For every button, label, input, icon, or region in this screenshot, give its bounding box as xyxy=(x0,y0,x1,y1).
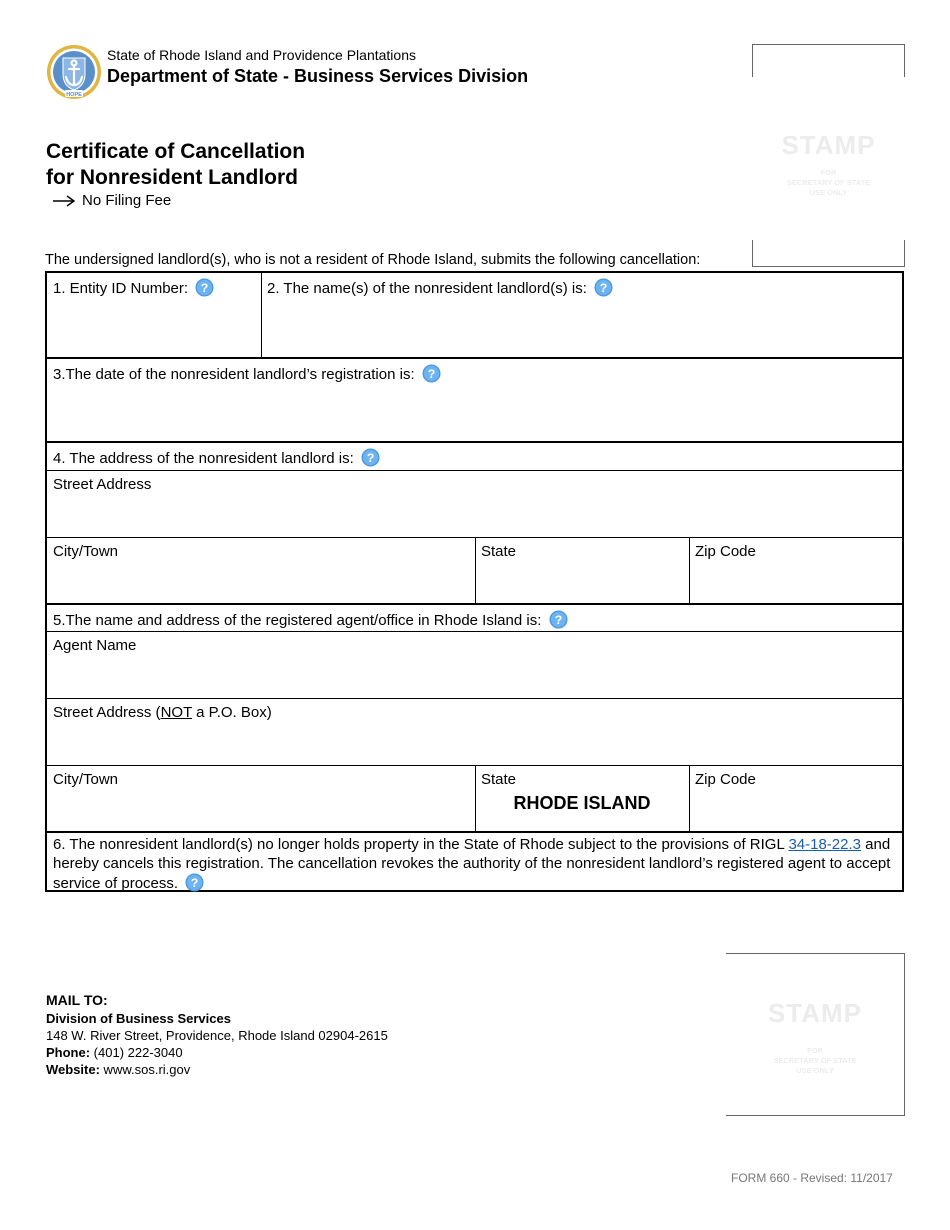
cancellation-form xyxy=(45,271,904,892)
mail-address: 148 W. River Street, Providence, Rhode Island 02904-2615 xyxy=(46,1028,388,1043)
statement-text-part1: 6. The nonresident landlord(s) no longer holds property in the State of Rhode subject to the provisions of RIGL xyxy=(53,836,789,853)
rigl-statute-link[interactable]: 34-18-22.3 xyxy=(788,836,861,853)
seal-text: HOPE xyxy=(66,92,82,98)
mail-to-heading: MAIL TO: xyxy=(46,992,108,1008)
stamp-note-line: USE ONLY xyxy=(809,188,848,197)
agent-street-field[interactable] xyxy=(47,699,902,765)
website-url: www.sos.ri.gov xyxy=(99,1062,191,1077)
state-name: State of Rhode Island and Providence Plantations xyxy=(107,47,416,63)
agent-heading xyxy=(47,605,902,631)
svg-text:?: ? xyxy=(427,366,436,381)
entity-id-label: 1. Entity ID Number: xyxy=(53,280,189,297)
stamp-note-line: FOR xyxy=(820,168,837,177)
registration-date-label: 3.The date of the nonresident landlord’s registration is: xyxy=(53,366,415,383)
department-name: Department of State - Business Services Division xyxy=(107,66,529,86)
agent-street-label-prefix: Street Address ( xyxy=(53,704,161,721)
landlord-address-heading xyxy=(47,443,902,470)
stamp-note-line: SECRETARY OF STATE xyxy=(786,178,871,187)
agent-city-field[interactable] xyxy=(47,766,475,831)
help-icon[interactable] xyxy=(185,873,204,892)
landlord-name-label: 2. The name(s) of the nonresident landlord(s) is: xyxy=(267,280,587,297)
mail-phone xyxy=(46,1044,388,1061)
arrow-right-icon xyxy=(52,195,76,207)
agent-city-label: City/Town xyxy=(53,771,119,788)
stamp-label: STAMP xyxy=(767,998,863,1028)
agent-heading-text: 5.The name and address of the registered agent/office in Rhode Island is: xyxy=(53,612,542,629)
help-icon[interactable] xyxy=(361,448,380,467)
agent-state-label: State xyxy=(481,771,517,788)
agent-state-value: RHODE ISLAND xyxy=(513,793,651,813)
help-icon[interactable] xyxy=(422,364,441,383)
stamp-box-top xyxy=(752,44,905,269)
svg-text:?: ? xyxy=(200,280,209,295)
intro-statement: The undersigned landlord(s), who is not a resident of Rhode Island, submits the following cancellation: xyxy=(45,252,701,268)
phone-label: Phone: xyxy=(46,1045,91,1060)
stamp-note xyxy=(726,1046,904,1076)
landlord-street-label: Street Address xyxy=(53,476,152,493)
svg-text:?: ? xyxy=(554,612,562,627)
landlord-state-field[interactable] xyxy=(475,538,689,603)
agent-street-label-not: NOT xyxy=(160,704,192,721)
state-seal xyxy=(46,44,102,100)
landlord-address-heading-text: 4. The address of the nonresident landlord is: xyxy=(53,450,354,467)
stamp-frame-bottom xyxy=(752,240,905,267)
mail-division: Division of Business Services xyxy=(46,1011,231,1026)
stamp-note-line: SECRETARY OF STATE xyxy=(773,1056,857,1065)
landlord-name-field[interactable] xyxy=(261,273,902,357)
filing-fee-note xyxy=(52,192,171,209)
stamp-box-bottom xyxy=(726,953,905,1116)
agent-zip-label: Zip Code xyxy=(695,771,756,788)
entity-id-field[interactable] xyxy=(47,273,261,357)
agent-street-label-suffix: a P.O. Box) xyxy=(191,704,272,721)
landlord-state-label: State xyxy=(481,543,517,560)
form-number: FORM 660 - Revised: 11/2017 xyxy=(731,1171,893,1185)
mail-to-block xyxy=(46,992,388,1078)
svg-text:?: ? xyxy=(599,280,608,295)
landlord-zip-label: Zip Code xyxy=(695,543,756,560)
agent-state-field[interactable] xyxy=(475,766,689,831)
stamp-note-line: USE ONLY xyxy=(796,1066,834,1075)
help-icon[interactable] xyxy=(549,610,568,629)
form-title-line1: Certificate of Cancellation xyxy=(46,140,306,163)
landlord-zip-field[interactable] xyxy=(689,538,902,603)
agent-name-label: Agent Name xyxy=(53,637,137,654)
stamp-note-line: FOR xyxy=(807,1046,823,1055)
mail-website xyxy=(46,1061,388,1078)
landlord-street-field[interactable] xyxy=(47,471,902,537)
help-icon[interactable] xyxy=(594,278,613,297)
form-title-line2: for Nonresident Landlord xyxy=(46,166,298,189)
phone-number: (401) 222-3040 xyxy=(90,1045,183,1060)
form-title xyxy=(46,139,305,191)
stamp-label: STAMP xyxy=(781,130,876,160)
statement-text-part2: and hereby cancels this registration. The cancellation revokes the authority of the nonresident landlord’s registered agent to accept service of process. xyxy=(53,836,891,892)
help-icon[interactable] xyxy=(195,278,214,297)
cancellation-statement xyxy=(47,833,902,890)
website-label: Website: xyxy=(46,1062,100,1077)
landlord-city-field[interactable] xyxy=(47,538,475,603)
svg-text:?: ? xyxy=(366,450,375,465)
stamp-note xyxy=(752,168,905,198)
filing-fee-text: No Filing Fee xyxy=(82,192,172,209)
agent-zip-field[interactable] xyxy=(689,766,902,831)
stamp-frame-top xyxy=(752,44,905,77)
registration-date-field[interactable] xyxy=(47,359,902,441)
agent-name-field[interactable] xyxy=(47,632,902,698)
landlord-city-label: City/Town xyxy=(53,543,119,560)
svg-text:?: ? xyxy=(190,875,199,890)
